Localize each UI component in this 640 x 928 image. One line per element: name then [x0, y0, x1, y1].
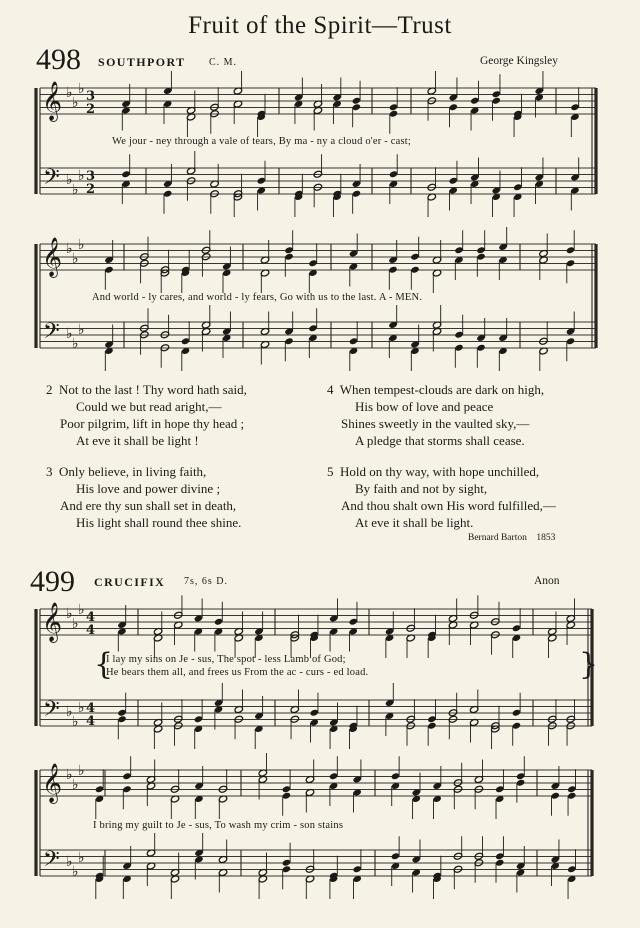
- stanza-line: And thou shalt own His word fulfilled,—: [341, 498, 556, 513]
- stanza-number: 2: [46, 382, 53, 397]
- year: 1853: [536, 533, 556, 543]
- flat-icon: ♭: [66, 704, 73, 720]
- bass-staff: [40, 322, 596, 348]
- flat-icon: ♭: [72, 864, 79, 880]
- stanza-line: His bow of love and peace: [355, 399, 494, 414]
- stanza-line: Only believe, in living faith,: [59, 464, 207, 479]
- stanza-line: By faith and not by sight,: [355, 481, 488, 496]
- bass-staff: [40, 850, 592, 876]
- bass-clef-icon: 𝄢: [43, 165, 60, 195]
- lyric-line: He bears them all, and frees us From the ac - curs - ed load.: [106, 667, 369, 678]
- flat-icon: ♭: [72, 251, 79, 267]
- stanza-line: Not to the last ! Thy word hath said,: [59, 382, 247, 397]
- treble-staff: [40, 244, 596, 270]
- stanza-line: His light shall round thee shine.: [76, 515, 242, 530]
- composer: Anon: [534, 575, 560, 587]
- author: Bernard Barton: [468, 533, 527, 543]
- flat-icon: ♭: [66, 326, 73, 342]
- time-signature: 3: [86, 89, 96, 104]
- time-signature: 3: [86, 169, 96, 184]
- stanza-line: Shines sweetly in the vaulted sky,—: [341, 416, 530, 431]
- hymn-number: 498: [36, 43, 81, 76]
- flat-icon: ♭: [78, 700, 85, 716]
- lyric-line: I lay my sins on Je - sus, The spot - less Lamb of God;: [106, 654, 346, 665]
- flat-icon: ♭: [78, 168, 85, 184]
- treble-clef-icon: 𝄞: [42, 763, 63, 803]
- stanza-number: 4: [327, 382, 334, 397]
- stanza-line: At eve it shall be light !: [76, 433, 199, 448]
- time-signature: 2: [86, 182, 96, 197]
- bass-clef-icon: 𝄢: [43, 319, 60, 349]
- meter: C. M.: [209, 57, 238, 68]
- flat-icon: ♭: [66, 854, 73, 870]
- bass-clef-icon: 𝄢: [43, 847, 60, 877]
- time-signature: 2: [86, 102, 96, 117]
- page-title: Fruit of the Spirit—Trust: [188, 12, 452, 39]
- verse-brace: }: [579, 647, 599, 682]
- treble-clef-icon: 𝄞: [42, 237, 63, 277]
- music-system-1: [0, 80, 640, 220]
- stanza-line: When tempest-clouds are dark on high,: [339, 382, 545, 397]
- treble-clef-icon: 𝄞: [42, 81, 63, 121]
- lyric-line: I bring my guilt to Je - sus, To wash my crim - son stains: [93, 820, 344, 831]
- composer: George Kingsley: [480, 55, 559, 67]
- flat-icon: ♭: [66, 241, 73, 257]
- time-signature: 4: [86, 714, 96, 729]
- stanza-line: Hold on thy way, with hope unchilled,: [340, 464, 540, 479]
- time-signature: 4: [86, 701, 96, 716]
- flat-icon: ♭: [72, 777, 79, 793]
- attribution: [468, 533, 555, 543]
- flat-icon: ♭: [78, 763, 85, 779]
- flat-icon: ♭: [72, 95, 79, 111]
- flat-icon: ♭: [78, 237, 85, 253]
- stanza-line: And ere thy sun shall set in death,: [60, 498, 237, 513]
- stanza-line: At eve it shall be light.: [355, 515, 474, 530]
- verse-brace: {: [94, 647, 114, 682]
- stanza-number: 3: [46, 464, 53, 479]
- flat-icon: ♭: [66, 172, 73, 188]
- tune-name: SOUTHPORT: [98, 55, 186, 69]
- flat-icon: ♭: [66, 767, 73, 783]
- stanza-line: Poor pilgrim, lift in hope thy head ;: [60, 416, 245, 431]
- flat-icon: ♭: [72, 714, 79, 730]
- stanza: [46, 463, 241, 531]
- lyric-line: We jour - ney through a vale of tears, By ma - ny a cloud o'er - cast;: [112, 136, 412, 147]
- music-system-4: [0, 760, 640, 910]
- flat-icon: ♭: [78, 81, 85, 97]
- flat-icon: ♭: [72, 336, 79, 352]
- tune-name: CRUCIFIX: [94, 575, 166, 589]
- stanza: [327, 381, 544, 449]
- stanza: [327, 463, 556, 531]
- hymn-number: 499: [30, 565, 75, 598]
- flat-icon: ♭: [78, 322, 85, 338]
- flat-icon: ♭: [78, 850, 85, 866]
- meter: 7s, 6s D.: [184, 576, 229, 587]
- stanza-line: His love and power divine ;: [76, 481, 221, 496]
- flat-icon: ♭: [72, 616, 79, 632]
- flat-icon: ♭: [72, 182, 79, 198]
- flat-icon: ♭: [66, 606, 73, 622]
- treble-staff: [40, 770, 592, 796]
- treble-clef-icon: 𝄞: [42, 602, 63, 642]
- stanza-line: Could we but read aright,—: [76, 399, 222, 414]
- stanza-line: A pledge that storms shall cease.: [355, 433, 525, 448]
- bass-clef-icon: 𝄢: [43, 697, 60, 727]
- flat-icon: ♭: [66, 85, 73, 101]
- stanza: [46, 381, 247, 449]
- time-signature: 4: [86, 610, 96, 625]
- time-signature: 4: [86, 623, 96, 638]
- stanza-number: 5: [327, 464, 334, 479]
- flat-icon: ♭: [78, 602, 85, 618]
- lyric-line: And world - ly cares, and world - ly fears, Go with us to the last. A - MEN.: [92, 292, 423, 303]
